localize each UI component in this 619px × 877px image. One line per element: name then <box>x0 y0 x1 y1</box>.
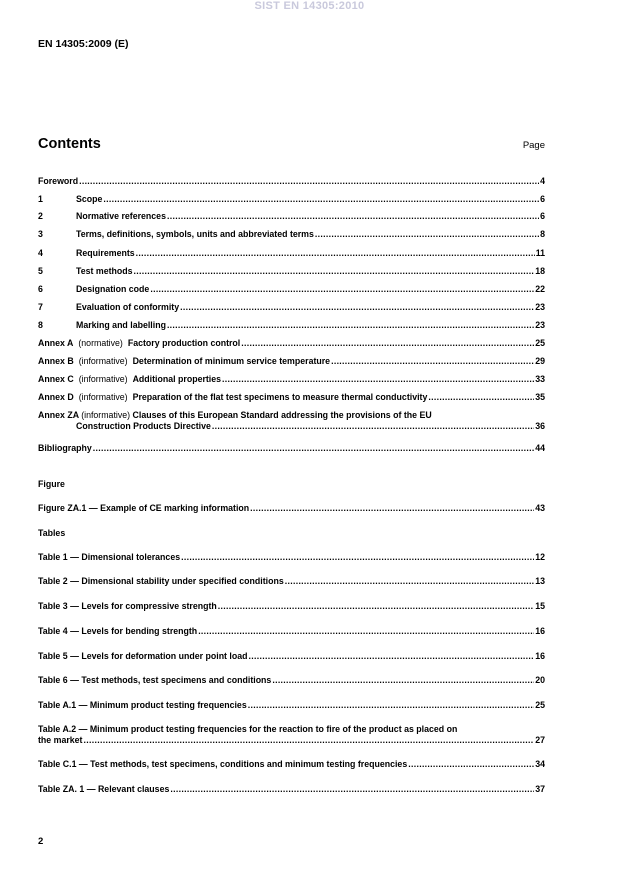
toc-entry-number: 3 <box>38 229 43 239</box>
toc-entry-page: 29 <box>535 356 545 366</box>
table-a2-first-line: Table A.2 — Minimum product testing frequencies for the reaction to fire of the product as placed on <box>38 724 458 734</box>
annex-id: Annex B <box>38 356 74 366</box>
toc-entry-label: Evaluation of conformity <box>76 302 180 312</box>
toc-entry-requirements[interactable] <box>38 248 545 259</box>
toc-entry-number: 5 <box>38 266 43 276</box>
toc-entry-scope[interactable] <box>38 194 545 205</box>
toc-entry-number: 7 <box>38 302 43 312</box>
toc-entry-page: 20 <box>535 675 545 685</box>
toc-entry-page: 25 <box>535 338 545 348</box>
dot-leader <box>428 392 534 403</box>
watermark: SIST EN 14305:2010 <box>254 0 365 12</box>
toc-entry-label: Normative references <box>76 211 166 221</box>
toc-entry-label: Marking and labelling <box>76 320 166 330</box>
dot-leader <box>272 675 534 686</box>
toc-entry-label: Additional properties <box>132 374 222 384</box>
dot-leader <box>249 651 535 662</box>
toc-entry-annex-b[interactable] <box>38 356 545 367</box>
toc-entry-page: 18 <box>535 266 545 276</box>
toc-entry-bibliography[interactable] <box>38 443 545 454</box>
dot-leader <box>79 176 539 187</box>
toc-entry-table-6[interactable] <box>38 675 545 686</box>
toc-entry-page: 11 <box>535 248 545 258</box>
toc-entry-table-4[interactable] <box>38 626 545 637</box>
dot-leader <box>212 421 534 432</box>
toc-entry-page: 43 <box>535 503 545 513</box>
toc-entry-page: 23 <box>535 320 545 330</box>
dot-leader <box>241 338 534 349</box>
toc-entry-page: 35 <box>535 392 545 402</box>
toc-entry-annex-d[interactable] <box>38 392 545 403</box>
toc-entry-label-continued: the market <box>38 735 83 745</box>
toc-entry-page: 6 <box>540 194 545 204</box>
dot-leader <box>134 266 535 277</box>
toc-entry-label: Table C.1 — Test methods, test specimens, conditions and minimum testing frequencies <box>38 759 408 769</box>
toc-entry-page: 8 <box>540 229 545 239</box>
toc-entry-page: 15 <box>535 601 545 611</box>
contents-title: Contents <box>38 136 101 152</box>
toc-entry-page: 4 <box>540 176 545 186</box>
toc-entry-label: Table 4 — Levels for bending strength <box>38 626 198 636</box>
toc-entry-foreword[interactable] <box>38 176 545 187</box>
toc-entry-table-c1[interactable] <box>38 759 545 770</box>
toc-entry-label: Figure ZA.1 — Example of CE marking information <box>38 503 250 513</box>
toc-entry-page: 22 <box>535 284 545 294</box>
dot-leader <box>315 229 539 240</box>
dot-leader <box>285 576 534 587</box>
toc-entry-label: Test methods <box>76 266 133 276</box>
toc-entry-page: 6 <box>540 211 545 221</box>
page-column-label: Page <box>522 140 545 151</box>
toc-entry-number: 1 <box>38 194 43 204</box>
toc-entry-page: 25 <box>535 700 545 710</box>
toc-entry-terms[interactable] <box>38 229 545 240</box>
toc-entry-table-1[interactable] <box>38 552 545 563</box>
toc-entry-page: 16 <box>535 626 545 636</box>
toc-entry-annex-za[interactable] <box>38 410 545 432</box>
toc-entry-label: Table 1 — Dimensional tolerances <box>38 552 181 562</box>
dot-leader <box>408 759 534 770</box>
annex-type: (informative) <box>81 410 131 420</box>
dot-leader <box>222 374 534 385</box>
dot-leader <box>218 601 534 612</box>
dot-leader <box>167 320 534 331</box>
toc-entry-number: 4 <box>38 248 43 258</box>
dot-leader <box>331 356 534 367</box>
toc-entry-marking-and-labelling[interactable] <box>38 320 545 331</box>
toc-entry-page: 36 <box>535 421 545 431</box>
document-id: EN 14305:2009 (E) <box>38 38 129 50</box>
toc-entry-evaluation-of-conformity[interactable] <box>38 302 545 313</box>
toc-entry-annex-c[interactable] <box>38 374 545 385</box>
annex-type: (informative) <box>78 374 128 384</box>
toc-entry-page: 44 <box>535 443 545 453</box>
toc-entry-page: 13 <box>535 576 545 586</box>
figures-heading: Figure <box>38 479 65 489</box>
toc-entry-label: Scope <box>76 194 103 204</box>
toc-entry-designation-code[interactable] <box>38 284 545 295</box>
dot-leader <box>180 302 534 313</box>
toc-entry-page: 23 <box>535 302 545 312</box>
dot-leader <box>198 626 534 637</box>
dot-leader <box>170 784 534 795</box>
toc-entry-label: Table 2 — Dimensional stability under specified conditions <box>38 576 284 586</box>
toc-entry-label: Table 6 — Test methods, test specimens and conditions <box>38 675 272 685</box>
dot-leader <box>136 248 535 259</box>
dot-leader <box>103 194 539 205</box>
toc-entry-label: Preparation of the flat test specimens to measure thermal conductivity <box>132 392 428 402</box>
toc-entry-label: Table 3 — Levels for compressive strength <box>38 601 217 611</box>
toc-entry-table-5[interactable] <box>38 651 545 662</box>
dot-leader <box>84 735 535 746</box>
annex-type: (informative) <box>78 392 128 402</box>
toc-entry-number: 6 <box>38 284 43 294</box>
toc-entry-page: 27 <box>535 735 545 745</box>
toc-entry-table-a1[interactable] <box>38 700 545 711</box>
toc-entry-page: 34 <box>535 759 545 769</box>
toc-entry-label: Terms, definitions, symbols, units and abbreviated terms <box>76 229 314 239</box>
toc-entry-page: 16 <box>535 651 545 661</box>
toc-entry-page: 33 <box>535 374 545 384</box>
toc-entry-label: Foreword <box>38 176 79 186</box>
table-a2-second-line <box>38 735 545 746</box>
annex-type: (informative) <box>78 356 128 366</box>
toc-entry-number: 2 <box>38 211 43 221</box>
toc-entry-label-continued: Construction Products Directive <box>76 421 211 431</box>
toc-entry-table-3[interactable] <box>38 601 545 612</box>
toc-entry-label: Factory production control <box>127 338 241 348</box>
toc-entry-table-a2[interactable] <box>38 724 545 746</box>
dot-leader <box>248 700 534 711</box>
toc-entry-normative-references[interactable] <box>38 211 545 222</box>
toc-entry-table-2[interactable] <box>38 576 545 587</box>
page-number: 2 <box>38 836 44 847</box>
toc-entry-label: Table 5 — Levels for deformation under point load <box>38 651 248 661</box>
toc-entry-label: Designation code <box>76 284 150 294</box>
annex-id: Annex A <box>38 338 74 348</box>
toc-entry-test-methods[interactable] <box>38 266 545 277</box>
dot-leader <box>167 211 539 222</box>
annex-za-second-line <box>38 421 545 432</box>
annex-id: Annex ZA <box>38 410 79 420</box>
dot-leader <box>181 552 534 563</box>
contents-header <box>38 136 545 152</box>
toc-entry-number: 8 <box>38 320 43 330</box>
toc-entry-label: Bibliography <box>38 443 92 453</box>
toc-entry-label: Clauses of this European Standard addressing the provisions of the EU <box>132 410 432 420</box>
toc-entry-label: Requirements <box>76 248 135 258</box>
annex-za-first-line <box>38 410 545 421</box>
toc-entry-annex-a[interactable] <box>38 338 545 349</box>
toc-entry-page: 37 <box>535 784 545 794</box>
dot-leader <box>150 284 534 295</box>
annex-id: Annex D <box>38 392 74 402</box>
toc-entry-label: Table ZA. 1 — Relevant clauses <box>38 784 170 794</box>
toc-entry-label: Table A.1 — Minimum product testing frequencies <box>38 700 247 710</box>
dot-leader <box>93 443 534 454</box>
toc-entry-figure-za1[interactable] <box>38 503 545 514</box>
annex-id: Annex C <box>38 374 74 384</box>
toc-entry-page: 12 <box>535 552 545 562</box>
annex-type: (normative) <box>78 338 123 348</box>
dot-leader <box>250 503 534 514</box>
tables-heading: Tables <box>38 528 66 538</box>
toc-entry-table-za1[interactable] <box>38 784 545 795</box>
toc-entry-label: Determination of minimum service temperature <box>132 356 331 366</box>
